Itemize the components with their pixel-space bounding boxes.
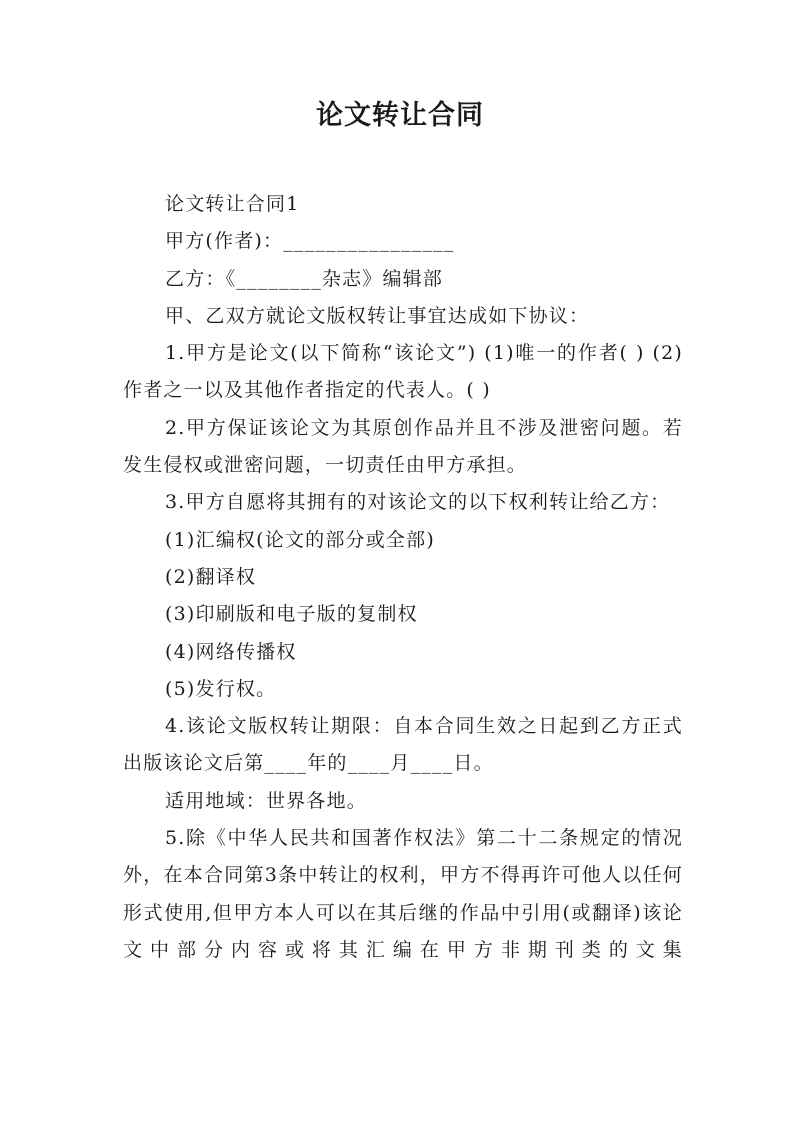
paragraph-agreement-intro: 甲、乙双方就论文版权转让事宜达成如下协议： [165,304,590,327]
paragraph-clause-3: 3.甲方自愿将其拥有的对该论文的以下权利转让给乙方： [165,491,671,514]
paragraph-right-1: (1)汇编权(论文的部分或全部) [165,528,435,551]
paragraph-right-2: (2)翻译权 [165,565,257,588]
paragraph-right-3: (3)印刷版和电子版的复制权 [165,603,418,626]
paragraph-party-b: 乙方：《________杂志》编辑部 [165,267,444,290]
paragraph-clause-5: 5.除《中华人民共和国著作权法》第二十二条规定的情况外，在本合同第3条中转让的权利，甲方不得再许可他人以任何形式使用,但甲方本人可以在其后继的作品中引用(或翻译)该论文中部分内容或将其汇编在甲方非期刊类的文集 [123,827,683,961]
paragraph-clause-2: 2.甲方保证该论文为其原创作品并且不涉及泄密问题。若发生侵权或泄密问题，一切责任由甲方承担。 [123,416,683,477]
paragraph-clause-1: 1.甲方是论文(以下简称“该论文”) (1)唯一的作者( ) (2)作者之一以及其他作者指定的代表人。( ) [123,342,683,402]
paragraph-right-5: (5)发行权。 [165,677,277,700]
paragraph-right-4: (4)网络传播权 [165,640,297,663]
document-body [123,186,683,969]
paragraph-party-a: 甲方(作者)：________________ [165,230,455,253]
paragraph-contract-number: 论文转让合同1 [165,193,300,215]
paragraph-clause-4: 4.该论文版权转让期限：自本合同生效之日起到乙方正式出版该论文后第____年的____月____日。 [123,715,683,775]
document-title: 论文转让合同 [316,100,484,131]
paragraph-territory: 适用地域：世界各地。 [165,789,368,812]
